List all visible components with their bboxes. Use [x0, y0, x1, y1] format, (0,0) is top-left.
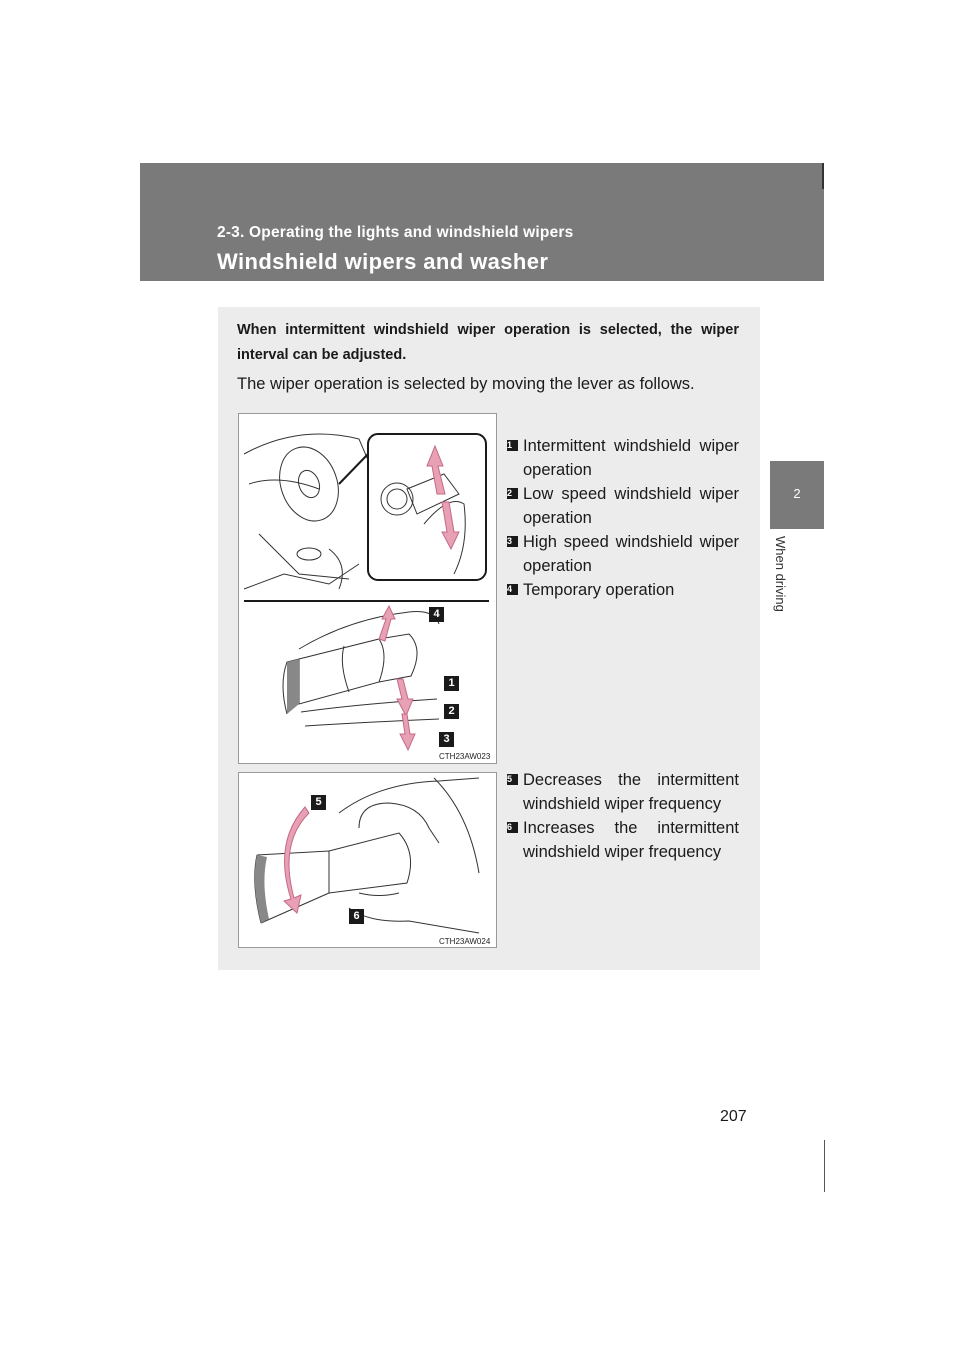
callout-4: 4 — [429, 607, 444, 622]
lead-text: The wiper operation is selected by moving the lever as follows. — [237, 375, 695, 393]
chapter-label-wrap — [772, 536, 792, 646]
item-number-badge: 5 — [507, 774, 518, 785]
item-number-badge: 4 — [507, 584, 518, 595]
figure-code: CTH23AW023 — [439, 752, 491, 761]
list-item — [507, 578, 739, 602]
figure-code: CTH23AW024 — [439, 937, 491, 946]
item-number-badge: 6 — [507, 822, 518, 833]
item-text: Low speed windshield wiper operation — [523, 485, 739, 527]
callout-2: 2 — [444, 704, 459, 719]
item-text: Intermittent windshield wiper operation — [523, 437, 739, 479]
item-text: Temporary operation — [523, 581, 675, 599]
callout-6: 6 — [349, 909, 364, 924]
item-number-badge: 1 — [507, 440, 518, 451]
frequency-dial-figure — [238, 772, 497, 948]
list-item — [507, 482, 739, 530]
intro-text: When intermittent windshield wiper operation is selected, the wiper interval can be adjusted. — [237, 322, 739, 363]
callout-5: 5 — [311, 795, 326, 810]
list-item — [507, 530, 739, 578]
list-item — [507, 434, 739, 482]
section-heading: 2-3. Operating the lights and windshield wipers — [217, 224, 574, 241]
item-text: High speed windshield wiper operation — [523, 533, 739, 575]
crop-mark — [822, 163, 824, 189]
item-number-badge: 3 — [507, 536, 518, 547]
frequency-list — [507, 768, 739, 864]
chapter-number: 2 — [793, 486, 801, 501]
item-text: Decreases the intermittent windshield wiper frequency — [523, 771, 739, 813]
list-item — [507, 816, 739, 864]
callout-3: 3 — [439, 732, 454, 747]
callout-1: 1 — [444, 676, 459, 691]
crop-mark — [824, 1140, 825, 1192]
frequency-dial-illustration — [239, 773, 496, 947]
page-title: Windshield wipers and washer — [217, 249, 549, 274]
item-number-badge: 2 — [507, 488, 518, 499]
chapter-label: When driving — [773, 536, 788, 612]
page-number: 207 — [720, 1108, 747, 1125]
item-text: Increases the intermittent windshield wiper frequency — [523, 819, 739, 861]
lever-positions-list — [507, 434, 739, 602]
list-item — [507, 768, 739, 816]
lever-positions-figure — [238, 413, 497, 764]
